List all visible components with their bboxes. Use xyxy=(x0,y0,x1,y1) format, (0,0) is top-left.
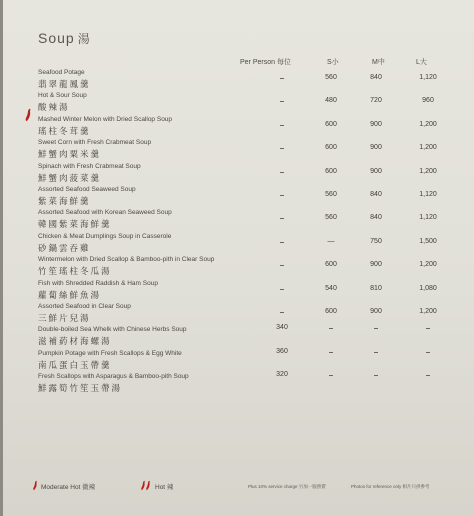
item-name-en: Fresh Scallops with Asparagus & Bamboo-pith Soup xyxy=(38,373,189,381)
item-name-en: Wintermelon with Dried Scallop & Bamboo-pith in Clear Soup xyxy=(38,256,215,264)
price-l: 1,200 xyxy=(419,167,437,175)
price-s: 540 xyxy=(325,284,337,292)
price-l: 1,120 xyxy=(419,214,437,222)
price-m: 840 xyxy=(370,191,382,198)
section-title-cn: 湯 xyxy=(77,32,91,46)
price-s: 600 xyxy=(325,167,337,175)
item-name-en: Assorted Seafood with Korean Seaweed Soup xyxy=(38,209,172,217)
price-m: 900 xyxy=(370,308,382,315)
price-m: 900 xyxy=(370,144,382,152)
empty-dash xyxy=(280,218,284,219)
price-s: 600 xyxy=(325,120,337,128)
price-l: 1,200 xyxy=(419,261,437,269)
item-name-en: Assorted Seafood in Clear Soup xyxy=(38,303,131,310)
item-name-cn: 鮮蟹肉粟米羹 xyxy=(38,150,102,161)
item-name-cn: 砂鍋雲吞雞 xyxy=(38,243,91,254)
price-l: 1,500 xyxy=(419,237,437,245)
item-name-en: Mashed Winter Melon with Dried Scallop Soup xyxy=(38,115,173,123)
section-title xyxy=(38,30,91,47)
item-name-en: Seafood Potage xyxy=(38,69,85,76)
empty-dash xyxy=(280,172,284,173)
chili-icon xyxy=(24,108,32,122)
col-large: L大 xyxy=(416,59,427,66)
item-name-cn: 鮮蟹肉菠菜羹 xyxy=(38,173,102,184)
price-s: 480 xyxy=(325,97,337,105)
price-pp: 340 xyxy=(276,324,288,332)
empty-dash xyxy=(280,101,284,102)
col-medium: M中 xyxy=(372,59,385,66)
price-m: 720 xyxy=(370,97,382,105)
moderate-hot-chili-icon xyxy=(32,480,38,491)
col-small: S小 xyxy=(327,59,339,66)
section-title-en: Soup xyxy=(38,30,75,46)
price-s: 560 xyxy=(325,74,337,81)
item-name-cn: 韓國紫菜海鮮羹 xyxy=(38,220,112,231)
item-name-en: Double-boiled Sea Whelk with Chinese Herbs Soup xyxy=(38,326,187,334)
price-s: 600 xyxy=(325,308,337,315)
price-l: 960 xyxy=(422,97,434,105)
item-name-en: Sweet Corn with Fresh Crabmeat Soup xyxy=(38,139,152,147)
empty-dash xyxy=(280,265,284,266)
item-name-cn: 竹笙瑤柱冬瓜湯 xyxy=(38,267,112,278)
hot-legend: Hot 辣 xyxy=(155,484,174,491)
item-name-cn: 三鮮片兒湯 xyxy=(38,314,91,324)
item-name-cn: 滋補葯材海螺湯 xyxy=(38,337,112,348)
price-l: 1,120 xyxy=(419,74,437,81)
empty-dash xyxy=(374,328,378,329)
empty-dash xyxy=(426,375,430,376)
item-name-en: Chicken & Meat Dumplings Soup in Casserole xyxy=(38,232,172,240)
empty-dash xyxy=(426,352,430,353)
price-l: 1,200 xyxy=(419,120,437,128)
empty-dash xyxy=(329,352,333,353)
empty-dash xyxy=(280,125,284,126)
page-edge xyxy=(0,0,3,516)
empty-dash xyxy=(280,242,284,243)
moderate-hot-legend: Moderate Hot 微辣 xyxy=(41,484,96,491)
empty-dash xyxy=(280,289,284,290)
price-m: 840 xyxy=(370,214,382,222)
empty-dash xyxy=(280,148,284,149)
item-name-en: Pumpkin Potage with Fresh Scallops & Egg White xyxy=(38,349,182,357)
empty-dash xyxy=(280,195,284,196)
item-name-en: Spinach with Fresh Crabmeat Soup xyxy=(38,162,141,170)
price-s: 600 xyxy=(325,261,337,269)
item-name-cn: 酸辣湯 xyxy=(38,103,70,114)
price-m: 900 xyxy=(370,167,382,175)
price-m: 900 xyxy=(370,261,382,269)
price-s: 560 xyxy=(325,191,337,198)
price-pp: 360 xyxy=(276,347,288,355)
item-name-en: Assorted Seafood Seaweed Soup xyxy=(38,186,136,193)
price-pp: 320 xyxy=(276,371,288,379)
photos-note: Photos for reference only 相片只供參考 xyxy=(351,484,430,489)
price-l: 1,120 xyxy=(419,191,437,198)
price-l: 1,200 xyxy=(419,308,437,315)
empty-dash xyxy=(426,328,430,329)
price-s: 560 xyxy=(325,214,337,222)
item-name-cn: 紫菜海鮮羹 xyxy=(38,197,91,207)
empty-dash xyxy=(280,312,284,313)
price-m: 840 xyxy=(370,74,382,81)
col-per-person: Per Person 每位 xyxy=(240,59,291,66)
item-name-en: Hot & Sour Soup xyxy=(38,92,87,100)
price-l: 1,200 xyxy=(419,144,437,152)
empty-dash xyxy=(280,78,284,79)
item-name-cn: 瑤柱冬茸羹 xyxy=(38,126,91,137)
empty-dash xyxy=(374,375,378,376)
price-l: 1,080 xyxy=(419,284,437,292)
item-name-en: Fish with Shredded Raddish & Ham Soup xyxy=(38,279,158,287)
hot-chili-icon-2 xyxy=(145,480,151,491)
price-m: 900 xyxy=(370,120,382,128)
item-name-cn: 翡翠龍鳳羹 xyxy=(38,80,91,90)
empty-dash xyxy=(329,328,333,329)
item-name-cn: 蘿蔔絲鮮魚湯 xyxy=(38,290,102,301)
price-m: 810 xyxy=(370,284,382,292)
price-s: 600 xyxy=(325,144,337,152)
empty-dash xyxy=(329,375,333,376)
price-s: — xyxy=(327,237,335,245)
item-name-cn: 鮮露筍竹笙玉帶湯 xyxy=(38,384,123,395)
item-name-cn: 南瓜蛋白玉帶羹 xyxy=(38,360,112,371)
service-charge-note: Plus 10% service charge 另加一服務費 xyxy=(248,484,326,489)
empty-dash xyxy=(374,352,378,353)
price-m: 750 xyxy=(370,237,382,245)
